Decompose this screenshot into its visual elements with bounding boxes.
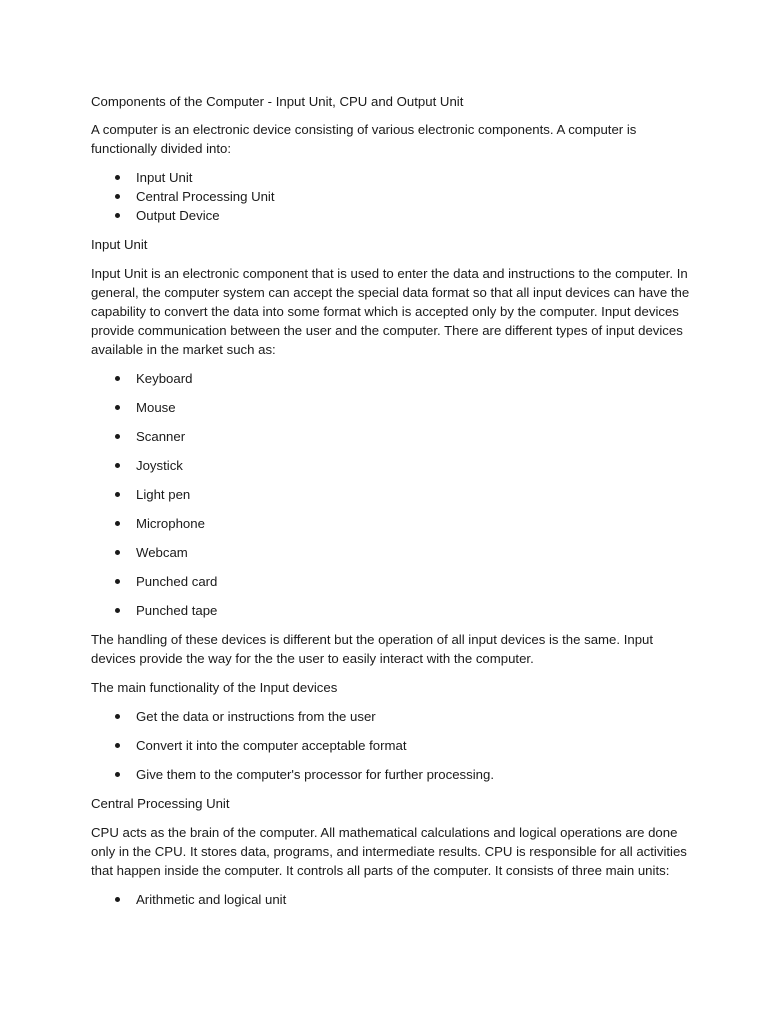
input-unit-heading: Input Unit <box>91 237 148 252</box>
input-handling-paragraph: The handling of these devices is different but the operation of all input devices is the same. Input devices provide the way for the the user to easily interact with the computer. <box>91 632 654 666</box>
list-item: Mouse <box>91 398 691 417</box>
list-item: Central Processing Unit <box>91 187 691 206</box>
functionality-heading: The main functionality of the Input devices <box>91 680 338 695</box>
divisions-list <box>91 168 691 225</box>
list-item: Give them to the computer's processor for further processing. <box>91 765 691 784</box>
list-item: Light pen <box>91 485 691 504</box>
input-unit-description: Input Unit is an electronic component that is used to enter the data and instructions to the computer. In general, the computer system can accept the special data format so that all input devices can have the capability to convert the data into some format which is accepted only by the computer. Input devices provide communication between the user and the computer. There are different types of input devices available in the market such as: <box>91 266 690 357</box>
cpu-description: CPU acts as the brain of the computer. All mathematical calculations and logical operations are done only in the CPU. It stores data, programs, and intermediate results. CPU is responsible for all activities that happen inside the computer. It controls all parts of the computer. It consists of three main units: <box>91 825 687 878</box>
list-item: Joystick <box>91 456 691 475</box>
document-title: Components of the Computer - Input Unit, CPU and Output Unit <box>91 94 464 109</box>
list-item: Output Device <box>91 206 691 225</box>
input-devices-list <box>91 369 691 620</box>
list-item: Webcam <box>91 543 691 562</box>
list-item: Convert it into the computer acceptable format <box>91 736 691 755</box>
list-item: Input Unit <box>91 168 691 187</box>
list-item: Scanner <box>91 427 691 446</box>
list-item: Punched tape <box>91 601 691 620</box>
list-item: Punched card <box>91 572 691 591</box>
list-item: Keyboard <box>91 369 691 388</box>
list-item: Arithmetic and logical unit <box>91 890 691 909</box>
cpu-heading: Central Processing Unit <box>91 796 230 811</box>
functionality-list <box>91 707 691 784</box>
list-item: Get the data or instructions from the user <box>91 707 691 726</box>
intro-paragraph: A computer is an electronic device consisting of various electronic components. A computer is functionally divided into: <box>91 122 637 156</box>
list-item: Microphone <box>91 514 691 533</box>
document-page <box>91 92 691 919</box>
cpu-units-list <box>91 890 691 909</box>
